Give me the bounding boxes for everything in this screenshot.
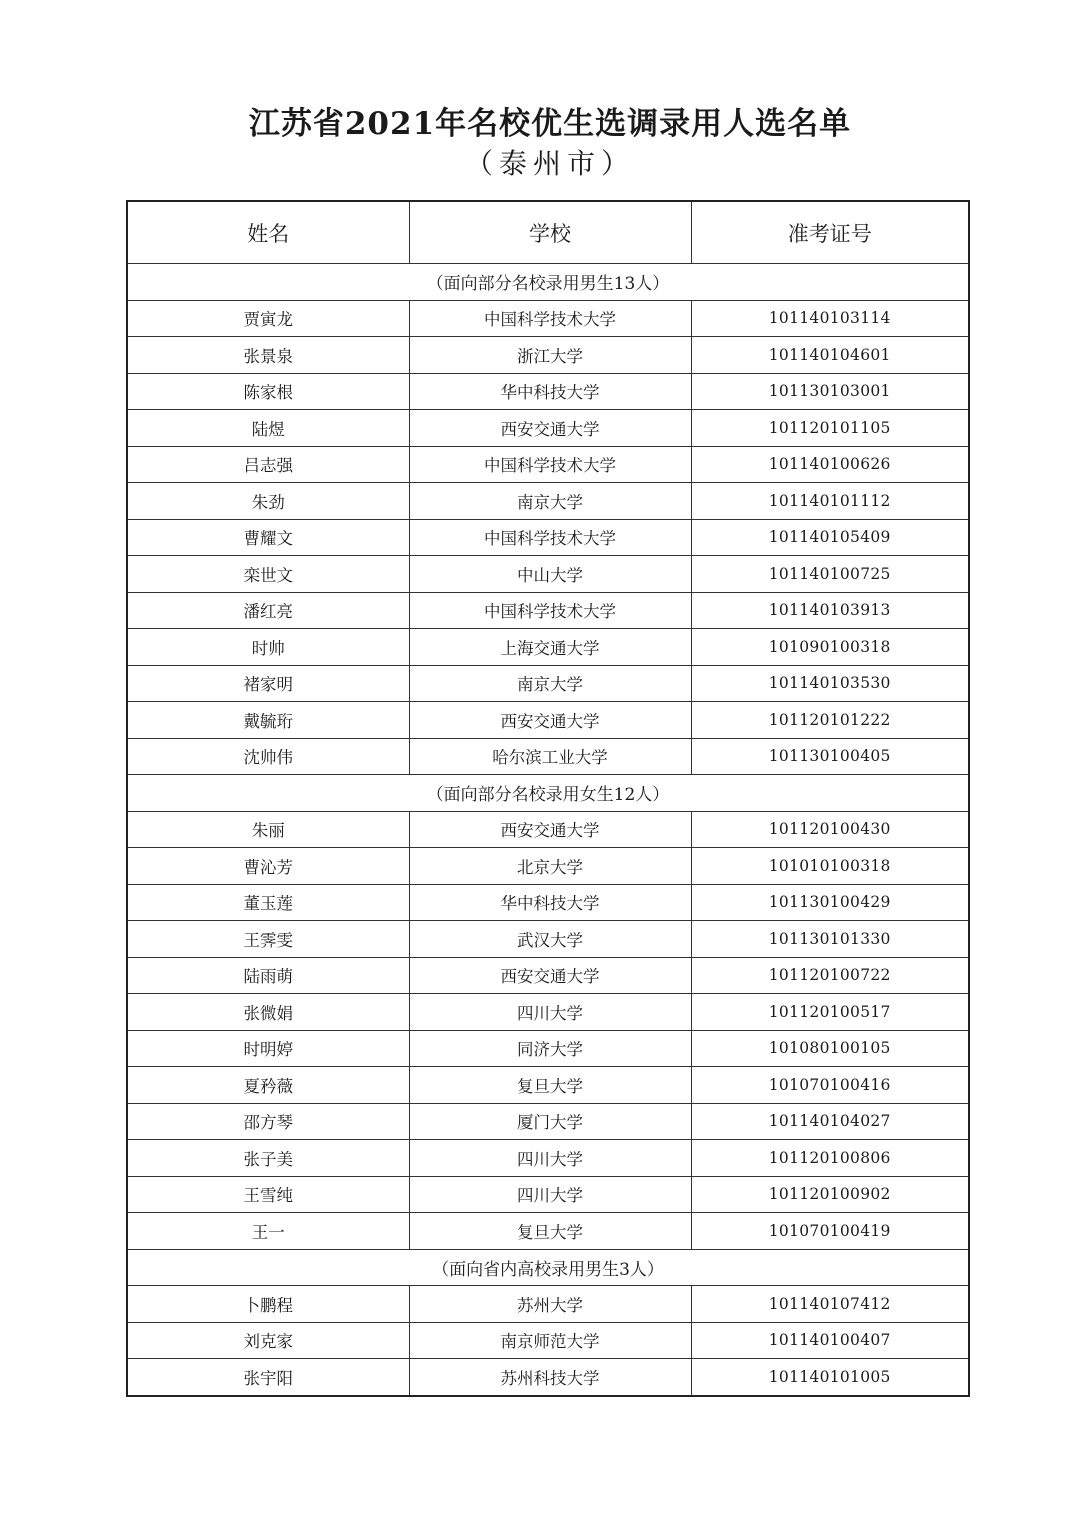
exam-id-cell: 101140103114 bbox=[691, 300, 969, 337]
name-cell: 夏矜薇 bbox=[127, 1067, 409, 1104]
exam-id-cell: 101140104601 bbox=[691, 337, 969, 374]
exam-id-cell: 101080100105 bbox=[691, 1030, 969, 1067]
table-row bbox=[127, 1322, 969, 1359]
school-cell: 四川大学 bbox=[409, 1176, 691, 1213]
exam-id-cell: 101130101330 bbox=[691, 921, 969, 958]
table-row bbox=[127, 702, 969, 739]
name-cell: 陈家根 bbox=[127, 373, 409, 410]
school-cell: 中国科学技术大学 bbox=[409, 446, 691, 483]
table-row bbox=[127, 1103, 969, 1140]
exam-id-cell: 101120101105 bbox=[691, 410, 969, 447]
school-cell: 上海交通大学 bbox=[409, 629, 691, 666]
school-cell: 四川大学 bbox=[409, 1140, 691, 1177]
name-cell: 贾寅龙 bbox=[127, 300, 409, 337]
school-cell: 西安交通大学 bbox=[409, 957, 691, 994]
header-exam-id: 准考证号 bbox=[691, 201, 969, 264]
name-cell: 时帅 bbox=[127, 629, 409, 666]
table-row bbox=[127, 519, 969, 556]
exam-id-cell: 101120100517 bbox=[691, 994, 969, 1031]
name-cell: 褚家明 bbox=[127, 665, 409, 702]
table-row bbox=[127, 738, 969, 775]
table-row bbox=[127, 921, 969, 958]
table-row bbox=[127, 1213, 969, 1250]
school-cell: 南京师范大学 bbox=[409, 1322, 691, 1359]
school-cell: 北京大学 bbox=[409, 848, 691, 885]
exam-id-cell: 101140103530 bbox=[691, 665, 969, 702]
school-cell: 中山大学 bbox=[409, 556, 691, 593]
table-row bbox=[127, 556, 969, 593]
school-cell: 武汉大学 bbox=[409, 921, 691, 958]
roster-table bbox=[126, 200, 970, 1397]
school-cell: 中国科学技术大学 bbox=[409, 300, 691, 337]
table-row bbox=[127, 1176, 969, 1213]
name-cell: 王雪纯 bbox=[127, 1176, 409, 1213]
exam-id-cell: 101070100416 bbox=[691, 1067, 969, 1104]
exam-id-cell: 101140103913 bbox=[691, 592, 969, 629]
name-cell: 卜鹏程 bbox=[127, 1286, 409, 1323]
exam-id-cell: 101140101005 bbox=[691, 1359, 969, 1396]
school-cell: 浙江大学 bbox=[409, 337, 691, 374]
school-cell: 华中科技大学 bbox=[409, 884, 691, 921]
document-subtitle: （泰州市） bbox=[464, 147, 635, 180]
roster-body bbox=[127, 264, 969, 1396]
exam-id-cell: 101010100318 bbox=[691, 848, 969, 885]
section-heading-row bbox=[127, 1249, 969, 1286]
school-cell: 中国科学技术大学 bbox=[409, 592, 691, 629]
header-school: 学校 bbox=[409, 201, 691, 264]
exam-id-cell: 101090100318 bbox=[691, 629, 969, 666]
name-cell: 张子美 bbox=[127, 1140, 409, 1177]
section-heading: （面向部分名校录用男生13人） bbox=[127, 264, 969, 301]
name-cell: 时明婷 bbox=[127, 1030, 409, 1067]
exam-id-cell: 101120100902 bbox=[691, 1176, 969, 1213]
table-row bbox=[127, 300, 969, 337]
table-row bbox=[127, 592, 969, 629]
table-row bbox=[127, 957, 969, 994]
exam-id-cell: 101140100725 bbox=[691, 556, 969, 593]
name-cell: 栾世文 bbox=[127, 556, 409, 593]
exam-id-cell: 101120101222 bbox=[691, 702, 969, 739]
school-cell: 华中科技大学 bbox=[409, 373, 691, 410]
name-cell: 刘克家 bbox=[127, 1322, 409, 1359]
name-cell: 沈帅伟 bbox=[127, 738, 409, 775]
school-cell: 四川大学 bbox=[409, 994, 691, 1031]
exam-id-cell: 101140107412 bbox=[691, 1286, 969, 1323]
name-cell: 张景泉 bbox=[127, 337, 409, 374]
exam-id-cell: 101140100626 bbox=[691, 446, 969, 483]
table-row bbox=[127, 665, 969, 702]
section-heading-row bbox=[127, 775, 969, 812]
school-cell: 复旦大学 bbox=[409, 1213, 691, 1250]
document-title: 江苏省2021年名校优生选调录用人选名单 bbox=[248, 106, 852, 142]
name-cell: 潘红亮 bbox=[127, 592, 409, 629]
school-cell: 南京大学 bbox=[409, 665, 691, 702]
header-name: 姓名 bbox=[127, 201, 409, 264]
exam-id-cell: 101130100405 bbox=[691, 738, 969, 775]
exam-id-cell: 101130100429 bbox=[691, 884, 969, 921]
exam-id-cell: 101140101112 bbox=[691, 483, 969, 520]
name-cell: 张微娟 bbox=[127, 994, 409, 1031]
table-row bbox=[127, 446, 969, 483]
table-row bbox=[127, 848, 969, 885]
name-cell: 戴毓珩 bbox=[127, 702, 409, 739]
exam-id-cell: 101120100806 bbox=[691, 1140, 969, 1177]
school-cell: 西安交通大学 bbox=[409, 702, 691, 739]
table-row bbox=[127, 884, 969, 921]
school-cell: 苏州大学 bbox=[409, 1286, 691, 1323]
section-heading: （面向部分名校录用女生12人） bbox=[127, 775, 969, 812]
school-cell: 厦门大学 bbox=[409, 1103, 691, 1140]
school-cell: 哈尔滨工业大学 bbox=[409, 738, 691, 775]
exam-id-cell: 101120100722 bbox=[691, 957, 969, 994]
table-row bbox=[127, 629, 969, 666]
name-cell: 朱丽 bbox=[127, 811, 409, 848]
name-cell: 王霁雯 bbox=[127, 921, 409, 958]
name-cell: 陆煜 bbox=[127, 410, 409, 447]
table-row bbox=[127, 1067, 969, 1104]
exam-id-cell: 101140105409 bbox=[691, 519, 969, 556]
section-heading: （面向省内高校录用男生3人） bbox=[127, 1249, 969, 1286]
exam-id-cell: 101070100419 bbox=[691, 1213, 969, 1250]
table-row bbox=[127, 811, 969, 848]
table-row bbox=[127, 373, 969, 410]
table-row bbox=[127, 994, 969, 1031]
school-cell: 南京大学 bbox=[409, 483, 691, 520]
table-row bbox=[127, 1359, 969, 1396]
name-cell: 陆雨萌 bbox=[127, 957, 409, 994]
school-cell: 同济大学 bbox=[409, 1030, 691, 1067]
name-cell: 曹耀文 bbox=[127, 519, 409, 556]
name-cell: 张宇阳 bbox=[127, 1359, 409, 1396]
name-cell: 邵方琴 bbox=[127, 1103, 409, 1140]
name-cell: 曹沁芳 bbox=[127, 848, 409, 885]
table-row bbox=[127, 337, 969, 374]
school-cell: 西安交通大学 bbox=[409, 811, 691, 848]
school-cell: 西安交通大学 bbox=[409, 410, 691, 447]
table-row bbox=[127, 410, 969, 447]
table-row bbox=[127, 483, 969, 520]
name-cell: 朱劲 bbox=[127, 483, 409, 520]
school-cell: 复旦大学 bbox=[409, 1067, 691, 1104]
name-cell: 董玉莲 bbox=[127, 884, 409, 921]
table-row bbox=[127, 1030, 969, 1067]
name-cell: 王一 bbox=[127, 1213, 409, 1250]
section-heading-row bbox=[127, 264, 969, 301]
exam-id-cell: 101120100430 bbox=[691, 811, 969, 848]
exam-id-cell: 101130103001 bbox=[691, 373, 969, 410]
exam-id-cell: 101140100407 bbox=[691, 1322, 969, 1359]
table-row bbox=[127, 1286, 969, 1323]
school-cell: 苏州科技大学 bbox=[409, 1359, 691, 1396]
header-row bbox=[127, 201, 969, 264]
table-row bbox=[127, 1140, 969, 1177]
school-cell: 中国科学技术大学 bbox=[409, 519, 691, 556]
exam-id-cell: 101140104027 bbox=[691, 1103, 969, 1140]
name-cell: 吕志强 bbox=[127, 446, 409, 483]
